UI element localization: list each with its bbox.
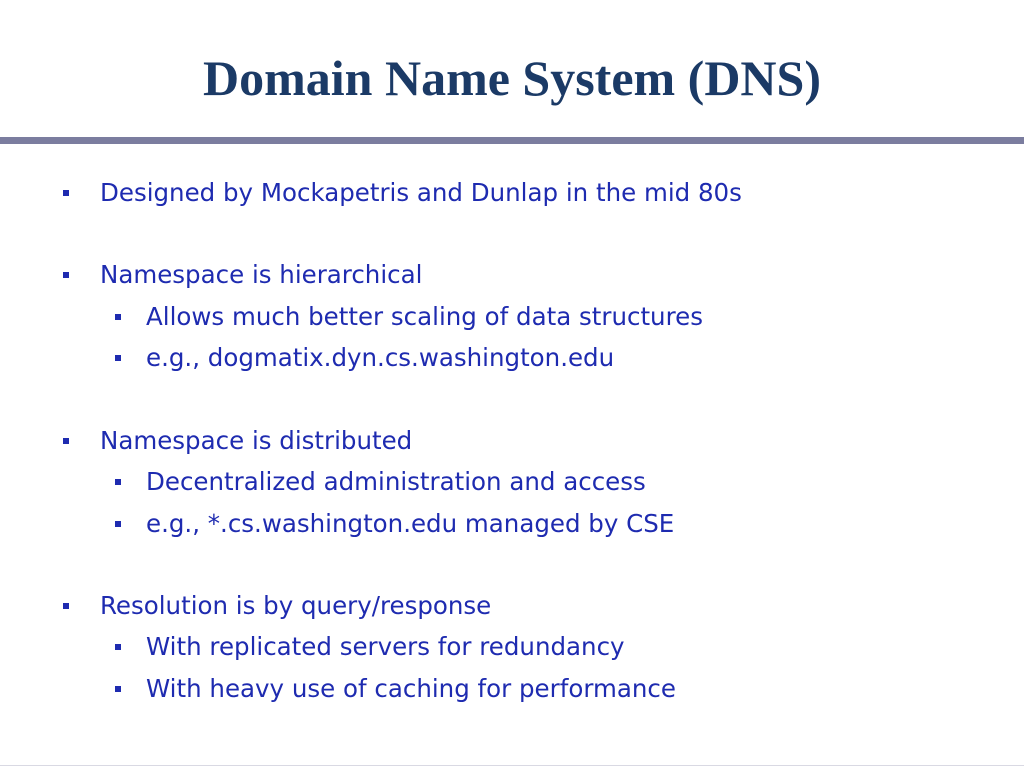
bottom-divider	[0, 765, 1024, 766]
sub-bullet-item	[146, 630, 625, 664]
bullet-text: Resolution is by query/response	[100, 591, 492, 620]
square-bullet-icon	[115, 355, 121, 361]
bullet-text: Designed by Mockapetris and Dunlap in the mid 80s	[100, 178, 742, 207]
square-bullet-icon	[63, 272, 69, 278]
square-bullet-icon	[63, 190, 69, 196]
square-bullet-icon	[115, 686, 121, 692]
sub-bullet-text: Decentralized administration and access	[146, 467, 646, 496]
sub-bullet-item	[146, 465, 646, 499]
sub-bullet-item	[146, 507, 674, 541]
bullet-text: Namespace is hierarchical	[100, 260, 423, 289]
sub-bullet-item	[146, 300, 703, 334]
square-bullet-icon	[115, 521, 121, 527]
sub-bullet-text: Allows much better scaling of data structures	[146, 302, 703, 331]
square-bullet-icon	[115, 314, 121, 320]
bullet-item	[100, 424, 412, 458]
bullet-item	[100, 258, 422, 292]
square-bullet-icon	[63, 438, 69, 444]
square-bullet-icon	[115, 644, 121, 650]
square-bullet-icon	[63, 603, 69, 609]
bullet-item	[100, 176, 742, 210]
bullet-text: Namespace is distributed	[100, 426, 413, 455]
sub-bullet-item	[146, 341, 614, 375]
sub-bullet-text: e.g., dogmatix.dyn.cs.washington.edu	[146, 343, 615, 372]
sub-bullet-text: With replicated servers for redundancy	[146, 632, 625, 661]
sub-bullet-text: e.g., *.cs.washington.edu managed by CSE	[146, 509, 675, 538]
slide-title: Domain Name System (DNS)	[203, 50, 821, 106]
bullet-item	[100, 589, 491, 623]
sub-bullet-text: With heavy use of caching for performance	[146, 674, 676, 703]
sub-bullet-item	[146, 672, 676, 706]
square-bullet-icon	[115, 479, 121, 485]
